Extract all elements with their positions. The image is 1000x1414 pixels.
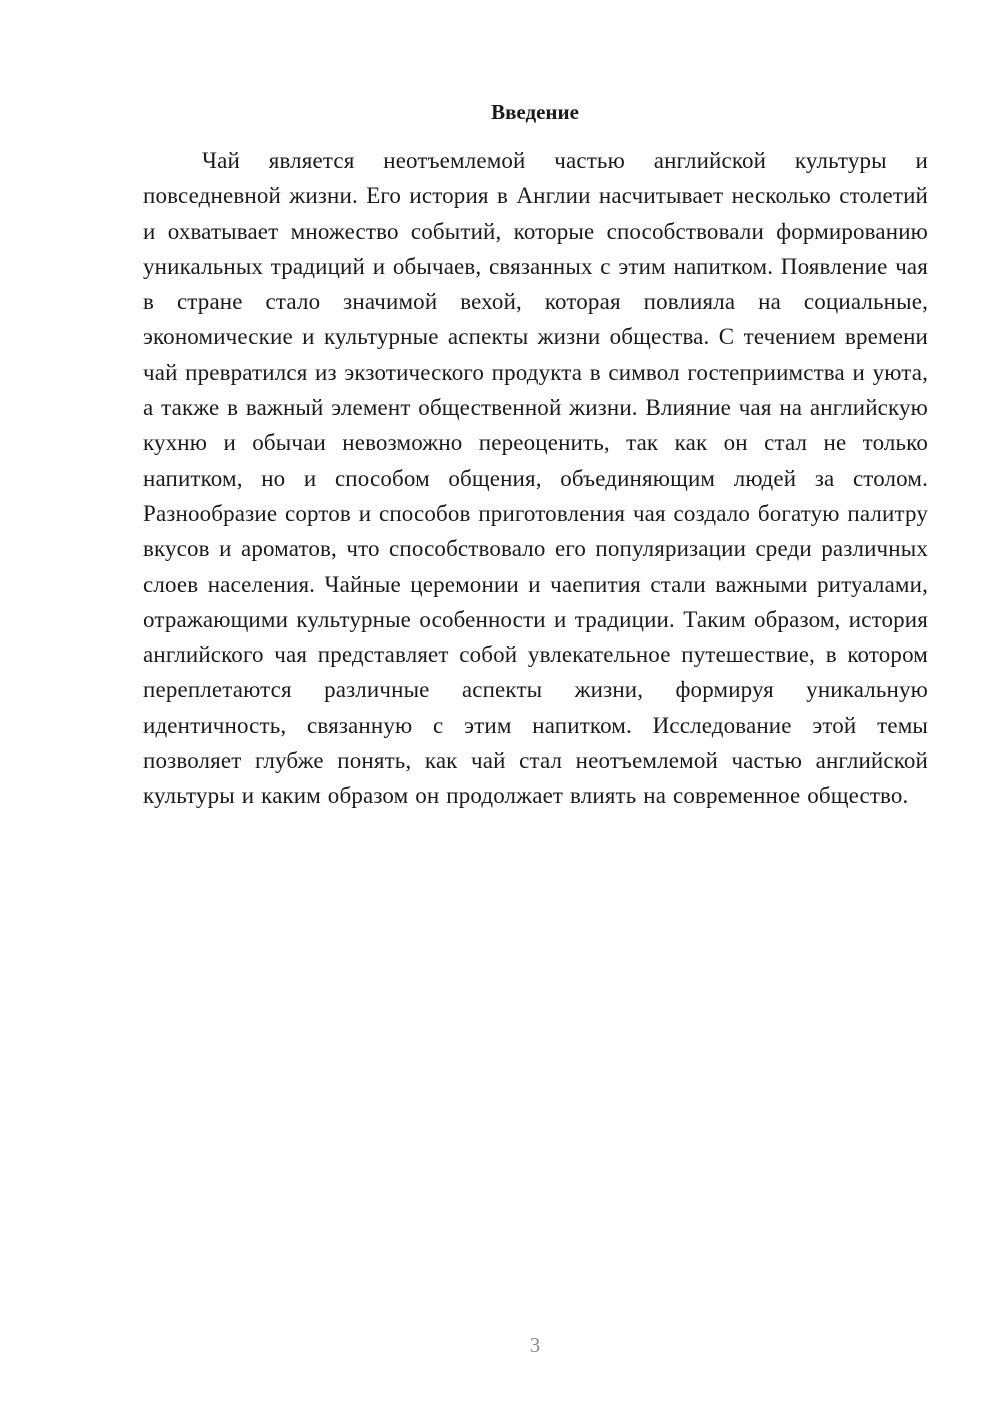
page-number: 3 (529, 1333, 541, 1357)
body-paragraph: Чай является неотъемлемой частью английской культуры и повседневной жизни. Его история в Англии насчитывает несколько столетий и охватывает множество событий, которые способствовали формированию уникальных традиций и обычаев, связанных с этим напитком. Появление чая в стране стало значимой вехой, которая повлияла на социальные, экономические и культурные аспекты жизни общества. С течением времени чай превратился из экзотического продукта в символ гостеприимства и уюта, а также в важный элемент общественной жизни. Влияние чая на английскую кухню и обычаи невозможно переоценить, так как он стал не только напитком, но и способом общения, объединяющим людей за столом. Разнообразие сортов и способов приготовления чая создало богатую палитру вкусов и ароматов, что способствовало его популяризации среди различных слоев населения. Чайные церемонии и чаепития стали важными ритуалами, отражающими культурные особенности и традиции. Таким образом, история английского чая представляет собой увлекательное путешествие, в котором переплетаются различные аспекты жизни, формируя уникальную идентичность, связанную с этим напитком. Исследование этой темы позволяет глубже понять, как чай стал неотъемлемой частью английской культуры и каким образом он продолжает влиять на современное общество. (143, 148, 928, 809)
section-heading: Введение (491, 100, 579, 124)
